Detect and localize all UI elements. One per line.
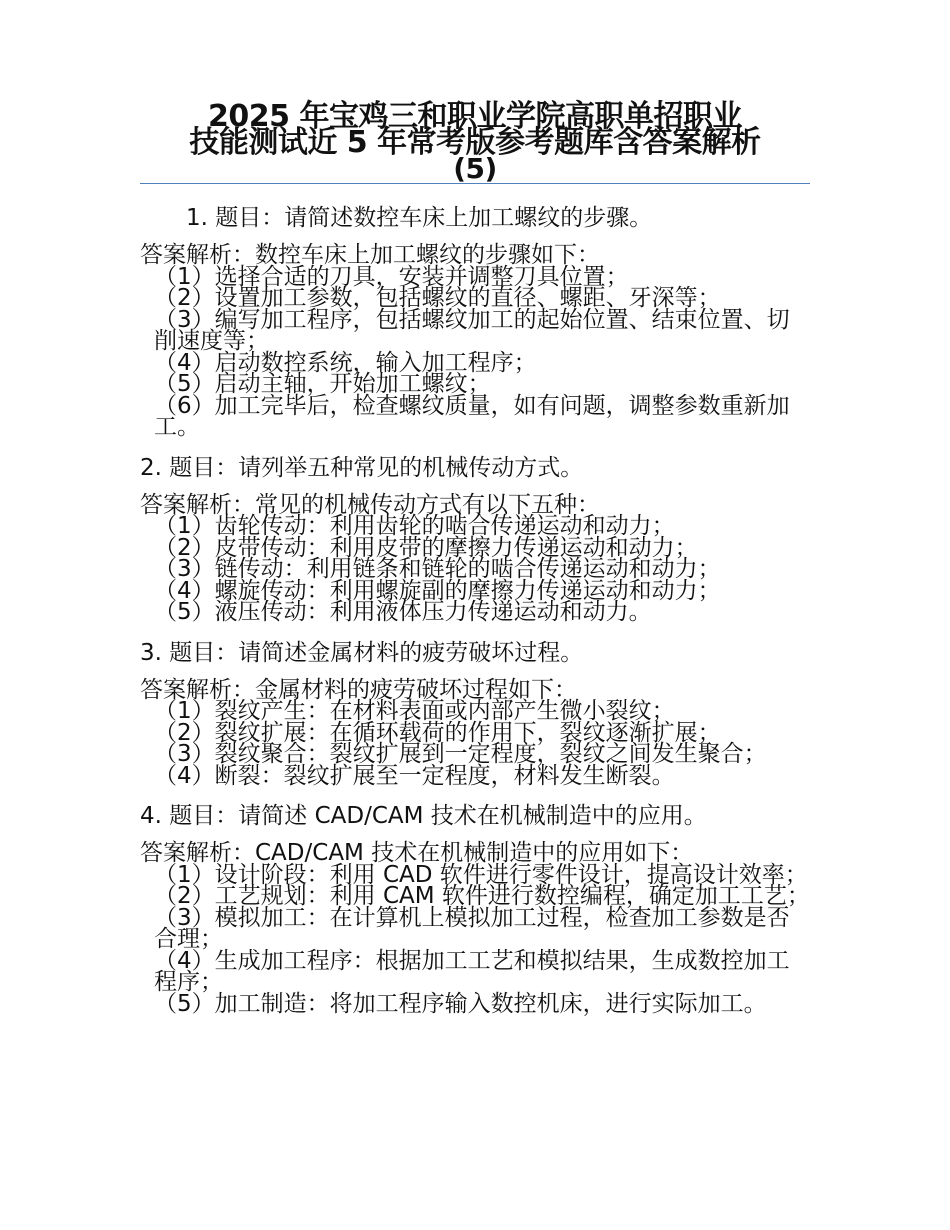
answer-1-item: （2）设置加工参数，包括螺纹的直径、螺距、牙深等； — [154, 285, 721, 311]
document-body — [140, 203, 810, 1029]
title-line-2: 技能测试近 5 年常考版参考题库含答案解析 — [189, 125, 761, 160]
answer-3-item: （3）裂纹聚合：裂纹扩展到一定程度，裂纹之间发生聚合； — [154, 741, 767, 767]
answer-2 — [140, 491, 810, 625]
answer-2-item: （4）螺旋传动：利用螺旋副的摩擦力传递运动和动力； — [154, 577, 721, 604]
answer-1-intro: 答案解析：数控车床上加工螺纹的步骤如下： — [140, 242, 600, 268]
answer-1-item: （4）启动数控系统，输入加工程序； — [154, 349, 537, 376]
answer-3-intro: 答案解析：金属材料的疲劳破坏过程如下： — [140, 676, 577, 703]
answer-3-item: （2）裂纹扩展：在循环载荷的作用下，裂纹逐渐扩展； — [154, 719, 721, 746]
answer-3-item: （1）裂纹产生：在材料表面或内部产生微小裂纹； — [154, 698, 675, 724]
answer-1-item: （5）启动主轴，开始加工螺纹； — [154, 371, 491, 397]
answer-1-item: （1）选择合适的刀具，安装并调整刀具位置； — [154, 263, 629, 290]
answer-2-item: （5）液压传动：利用液体压力传递运动和动力。 — [154, 599, 652, 625]
answer-4-intro: 答案解析：CAD/CAM 技术在机械制造中的应用如下： — [140, 840, 694, 866]
question-3: 3. 题目：请简述金属材料的疲劳破坏过程。 — [140, 639, 584, 666]
answer-4-item: （4）生成加工程序：根据加工工艺和模拟结果，生成数控加工程序； — [154, 947, 790, 995]
answer-4 — [140, 840, 810, 1017]
title-line-3: (5) — [453, 152, 497, 185]
answer-4-item: （1）设计阶段：利用 CAD 软件进行零件设计，提高设计效率； — [154, 861, 808, 888]
answer-2-item: （1）齿轮传动：利用齿轮的啮合传递运动和动力； — [154, 513, 675, 539]
answer-4-item: （2）工艺规划：利用 CAM 软件进行数控编程，确定加工工艺； — [154, 883, 810, 909]
answer-4-item: （3）模拟加工：在计算机上模拟加工过程，检查加工参数是否合理； — [154, 904, 790, 952]
answer-1 — [140, 242, 810, 440]
document-title — [140, 99, 810, 185]
answer-3-item: （4）断裂：裂纹扩展至一定程度，材料发生断裂。 — [154, 762, 675, 789]
answer-3 — [140, 676, 810, 789]
question-1: 1. 题目：请简述数控车床上加工螺纹的步骤。 — [186, 205, 653, 231]
question-4: 4. 题目：请简述 CAD/CAM 技术在机械制造中的应用。 — [140, 803, 707, 829]
question-2: 2. 题目：请列举五种常见的机械传动方式。 — [140, 454, 584, 481]
title-line-1: 2025 年宝鸡三和职业学院高职单招职业 — [208, 99, 742, 134]
answer-2-intro: 答案解析：常见的机械传动方式有以下五种： — [140, 491, 600, 518]
answer-1-item: （3）编写加工程序，包括螺纹加工的起始位置、结束位置、切削速度等； — [154, 306, 790, 354]
answer-4-item: （5）加工制造：将加工程序输入数控机床，进行实际加工。 — [154, 990, 767, 1017]
title-divider — [140, 183, 810, 184]
answer-2-item: （2）皮带传动：利用皮带的摩擦力传递运动和动力； — [154, 534, 698, 561]
answer-1-item: （6）加工完毕后，检查螺纹质量，如有问题，调整参数重新加工。 — [154, 392, 790, 440]
answer-2-item: （3）链传动：利用链条和链轮的啮合传递运动和动力； — [154, 556, 721, 582]
